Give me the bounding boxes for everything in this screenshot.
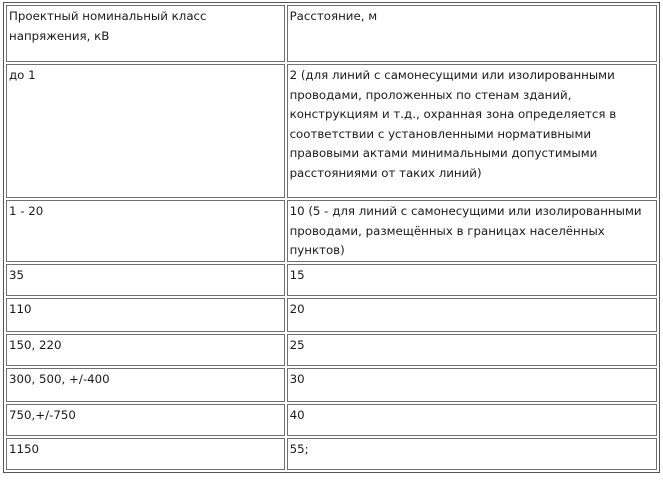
table-row bbox=[6, 438, 657, 470]
voltage-cell: 300, 500, +/-400 bbox=[6, 368, 285, 402]
distance-cell: 15 bbox=[287, 264, 657, 296]
voltage-cell: 750,+/-750 bbox=[6, 404, 285, 436]
distance-cell: 40 bbox=[287, 404, 657, 436]
voltage-cell: 1150 bbox=[6, 438, 285, 470]
table-row bbox=[6, 334, 657, 366]
voltage-cell: до 1 bbox=[6, 64, 285, 198]
table-row bbox=[6, 64, 657, 198]
voltage-cell: 110 bbox=[6, 298, 285, 332]
distance-cell: 30 bbox=[287, 368, 657, 402]
table-row bbox=[6, 298, 657, 332]
voltage-cell: 1 - 20 bbox=[6, 200, 285, 262]
table-row bbox=[6, 200, 657, 262]
voltage-distance-table bbox=[3, 2, 660, 473]
distance-cell: 55; bbox=[287, 438, 657, 470]
table-row bbox=[6, 368, 657, 402]
table-row bbox=[6, 264, 657, 296]
header-distance: Расстояние, м bbox=[287, 5, 657, 62]
voltage-cell: 35 bbox=[6, 264, 285, 296]
table-header-row bbox=[6, 5, 657, 62]
distance-cell: 25 bbox=[287, 334, 657, 366]
table-row bbox=[6, 404, 657, 436]
distance-cell: 2 (для линий с самонесущими или изолированными проводами, проложенных по стенам зданий, конструкциям и т.д., охранная зона определяется в соответствии с установленными нормативными правовыми актами минимальными допустимыми расстояниями от таких линий) bbox=[287, 64, 657, 198]
distance-cell: 10 (5 - для линий с самонесущими или изолированными проводами, размещённых в границах населённых пунктов) bbox=[287, 200, 657, 262]
voltage-cell: 150, 220 bbox=[6, 334, 285, 366]
header-voltage-class: Проектный номинальный класс напряжения, кВ bbox=[6, 5, 285, 62]
distance-cell: 20 bbox=[287, 298, 657, 332]
